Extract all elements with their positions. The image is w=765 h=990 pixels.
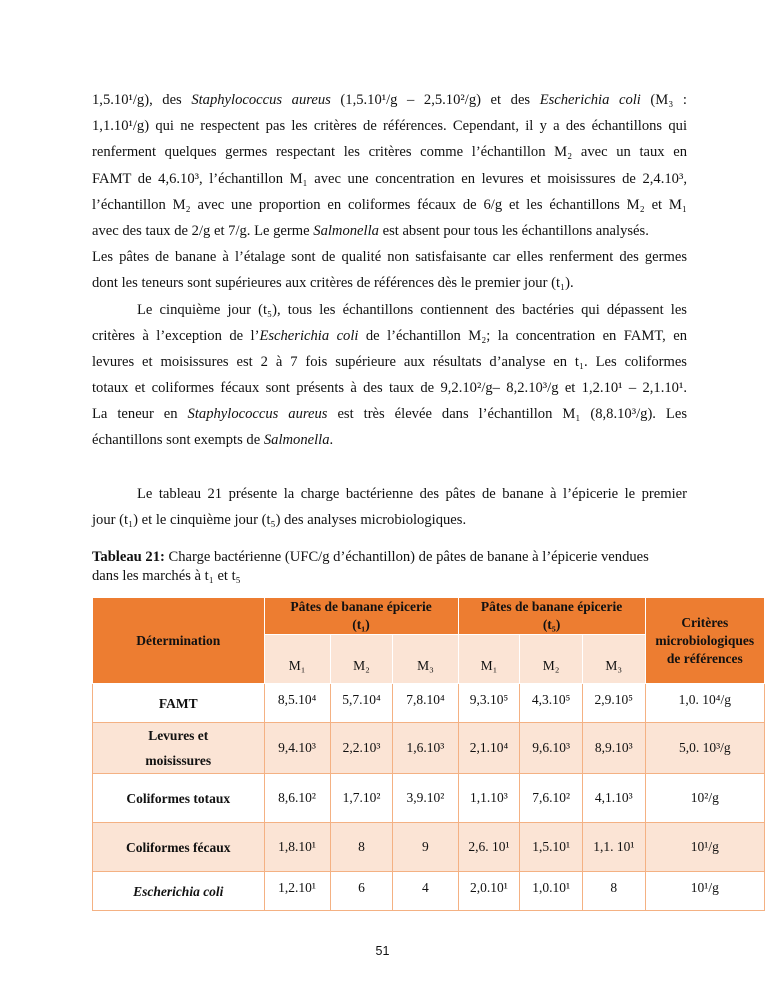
italic-term: Staphylococcus aureus	[187, 406, 328, 423]
text-line	[92, 244, 687, 270]
italic-term: Escherichia coli	[539, 92, 641, 108]
text-line	[92, 166, 687, 192]
table-row	[93, 872, 765, 911]
header-determination: Détermination	[93, 598, 265, 684]
cell-value: 1,5.10¹	[520, 823, 583, 872]
italic-term: Escherichia coli	[259, 327, 359, 344]
text-span: est très élevée dans l’échantillon M₁ (8,8.10³/g). Les	[327, 406, 687, 423]
text-span: avec des taux de 2/g et 7/g. Le germe	[92, 222, 314, 239]
row-label: FAMT	[93, 684, 265, 723]
cell-criteria: 10¹/g	[645, 823, 764, 872]
text-line	[92, 401, 687, 427]
cell-value: 5,7.10⁴	[330, 684, 393, 723]
text-line	[92, 349, 687, 375]
text-line	[92, 270, 687, 296]
cell-value: 1,0.10¹	[520, 872, 583, 911]
text-span: 1,5.10¹/g), des	[92, 92, 192, 108]
caption-text-2: dans les marchés à t₁ et t₅	[92, 568, 241, 584]
cell-value: 9,4.10³	[264, 723, 330, 774]
cell-value: 6	[330, 872, 393, 911]
text-line	[92, 323, 687, 349]
italic-term: Salmonella	[313, 222, 379, 239]
table-row	[93, 774, 765, 823]
cell-value: 2,1.10⁴	[458, 723, 520, 774]
text-span: (M₃ :	[640, 92, 687, 108]
cell-value: 2,2.10³	[330, 723, 393, 774]
cell-value: 7,8.10⁴	[393, 684, 458, 723]
text-span: totaux et coliformes fécaux sont présents à des taux de 9,2.10²/g– 8,2.10³/g et 1,2.10¹ – 2,1.10¹.	[92, 380, 687, 397]
text-span: Les pâtes de banane à l’étalage sont de qualité non satisfaisante car elles renferment des germes	[92, 249, 687, 266]
text-span: (1,5.10¹/g – 2,5.10²/g) et des	[330, 92, 540, 108]
header-sample: M₂	[330, 635, 393, 684]
cell-value: 1,6.10³	[393, 723, 458, 774]
cell-value: 8,5.10⁴	[264, 684, 330, 723]
row-label: Coliformes totaux	[93, 774, 265, 823]
header-sample: M₃	[582, 635, 645, 684]
cell-value: 8	[582, 872, 645, 911]
cell-value: 4	[393, 872, 458, 911]
cell-value: 8,9.10³	[582, 723, 645, 774]
caption-text: Charge bactérienne (UFC/g d’échantillon) de pâtes de banane à l’épicerie vendues	[164, 549, 649, 565]
cell-value: 2,9.10⁵	[582, 684, 645, 723]
row-label: Levures et moisissures	[93, 723, 265, 774]
cell-value: 1,1. 10¹	[582, 823, 645, 872]
cell-value: 1,8.10¹	[264, 823, 330, 872]
header-group-t5: Pâtes de banane épicerie (t₅)	[458, 598, 645, 635]
text-line	[92, 113, 687, 139]
text-span: jour (t₁) et le cinquième jour (t₅) des analyses microbiologiques.	[92, 511, 467, 528]
cell-criteria: 5,0. 10³/g	[645, 723, 764, 774]
cell-value: 8	[330, 823, 393, 872]
text-span: levures et moisissures est 2 à 7 fois supérieure aux résultats d’analyse en t₁. Les coliformes	[92, 353, 687, 370]
cell-value: 7,6.10²	[520, 774, 583, 823]
italic-term: Staphylococcus aureus	[191, 92, 331, 108]
text-line	[92, 297, 687, 323]
table-caption	[92, 548, 692, 586]
text-line	[92, 218, 687, 244]
italic-term: Salmonella	[263, 432, 330, 449]
text-span: Le cinquième jour (t₅), tous les échantillons contiennent des bactéries qui dépassent les	[137, 301, 687, 318]
header-sample: M₁	[264, 635, 330, 684]
bacterial-load-table	[92, 597, 765, 911]
caption-label: Tableau 21:	[92, 549, 165, 565]
cell-value: 4,3.10⁵	[520, 684, 583, 723]
text-line	[92, 427, 687, 453]
text-span: .	[329, 432, 334, 449]
text-span: Le tableau 21 présente la charge bactérienne des pâtes de banane à l’épicerie le premier	[137, 485, 687, 502]
header-sample: M₁	[458, 635, 520, 684]
cell-criteria: 10²/g	[645, 774, 764, 823]
text-span: de l’échantillon M₂; la concentration en FAMT, en	[358, 327, 687, 344]
cell-value: 2,6. 10¹	[458, 823, 520, 872]
cell-value: 1,7.10²	[330, 774, 393, 823]
text-line	[92, 507, 687, 533]
cell-criteria: 10¹/g	[645, 872, 764, 911]
text-span: La teneur en	[92, 406, 188, 423]
header-sample: M₃	[393, 635, 458, 684]
cell-value: 9,6.10³	[520, 723, 583, 774]
text-span: 1,1.10¹/g) qui ne respectent pas les critères de références. Cependant, il y a des échantillons qui	[92, 118, 687, 135]
text-span: échantillons sont exempts de	[92, 432, 264, 449]
header-sample: M₂	[520, 635, 583, 684]
text-line	[92, 192, 687, 218]
page-number: 51	[375, 944, 390, 958]
cell-value: 4,1.10³	[582, 774, 645, 823]
header-criteria: Critères microbiologiques de références	[645, 598, 764, 684]
cell-value: 9	[393, 823, 458, 872]
text-line	[92, 481, 687, 507]
row-label: Coliformes fécaux	[93, 823, 265, 872]
cell-value: 9,3.10⁵	[458, 684, 520, 723]
table-row	[93, 823, 765, 872]
row-label: Escherichia coli	[93, 872, 265, 911]
text-span: renferment quelques germes respectant les critères comme l’échantillon M₂ avec un taux en	[92, 144, 687, 161]
text-line	[92, 375, 687, 401]
text-span: FAMT de 4,6.10³, l’échantillon M₁ avec une concentration en levures et moisissures de 2,4.10³,	[92, 170, 687, 187]
table-row	[93, 723, 765, 774]
body-text	[92, 87, 687, 533]
cell-value: 1,1.10³	[458, 774, 520, 823]
text-span: l’échantillon M₂ avec une proportion en coliformes fécaux de 6/g et les échantillons M₂ et M₁	[92, 196, 687, 213]
cell-criteria: 1,0. 10⁴/g	[645, 684, 764, 723]
header-group-t1: Pâtes de banane épicerie (t₁)	[264, 598, 458, 635]
cell-value: 3,9.10²	[393, 774, 458, 823]
text-span: est absent pour tous les échantillons analysés.	[378, 222, 649, 239]
text-line	[92, 87, 687, 113]
cell-value: 2,0.10¹	[458, 872, 520, 911]
cell-value: 8,6.10²	[264, 774, 330, 823]
text-span: dont les teneurs sont supérieures aux critères de références dès le premier jour (t₁).	[92, 275, 574, 292]
text-span: critères à l’exception de l’	[92, 327, 260, 344]
text-line	[92, 139, 687, 165]
cell-value: 1,2.10¹	[264, 872, 330, 911]
table-row	[93, 684, 765, 723]
